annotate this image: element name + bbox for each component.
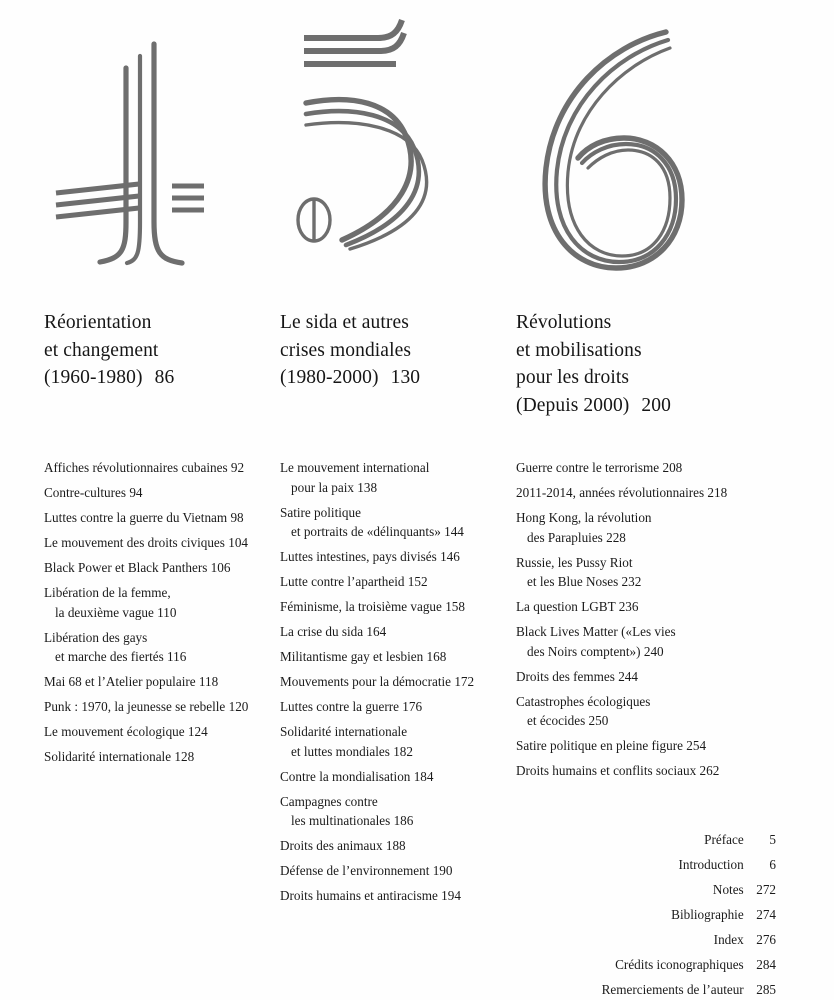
- entry-page: 182: [393, 743, 413, 759]
- entry-line-1: Contre la mondialisation: [280, 768, 411, 784]
- entry-line-1: Luttes contre la guerre: [280, 699, 399, 715]
- entry-page: 250: [588, 713, 609, 729]
- entry-page: 152: [407, 574, 428, 590]
- entry-page: 208: [662, 460, 683, 475]
- list-item[interactable]: [516, 458, 776, 478]
- heading-period-line: [516, 392, 776, 420]
- list-item[interactable]: [44, 628, 280, 667]
- entry-page: 194: [441, 888, 461, 904]
- entry-page: 146: [440, 549, 460, 565]
- list-item[interactable]: [280, 458, 516, 497]
- entry-page: 168: [426, 649, 447, 665]
- toc-section-column-5: [280, 0, 516, 1005]
- list-item[interactable]: [516, 980, 776, 1000]
- entry-page: 110: [157, 604, 177, 620]
- section-page-number: 130: [390, 367, 421, 388]
- entry-line-1: Féminisme, la troisième vague: [280, 599, 442, 615]
- list-item[interactable]: [44, 533, 280, 553]
- backmatter-label: Préface: [704, 832, 744, 848]
- list-item[interactable]: [516, 855, 776, 875]
- entry-line-1: Droits des animaux: [280, 838, 383, 854]
- backmatter-page: 274: [756, 907, 776, 923]
- heading-period-line: [280, 364, 516, 392]
- list-item[interactable]: [280, 767, 516, 787]
- entry-line-2-text: et écocides: [527, 713, 586, 729]
- entry-line-2: [280, 811, 516, 831]
- entry-page: 218: [707, 484, 728, 500]
- backmatter-label: Bibliographie: [671, 907, 744, 923]
- entry-page: 236: [618, 599, 639, 615]
- entry-line-2: [516, 642, 776, 662]
- backmatter-label: Introduction: [678, 857, 744, 873]
- heading-line-1: Réorientation: [44, 312, 152, 333]
- section-page-number: 200: [641, 394, 671, 416]
- list-item[interactable]: [280, 836, 516, 856]
- list-item[interactable]: [280, 622, 516, 642]
- entry-line-1: Guerre contre le terrorisme: [516, 460, 660, 475]
- section-heading-slot: [280, 300, 516, 458]
- toc-entry-list-6: [516, 458, 776, 786]
- list-item[interactable]: [44, 583, 280, 622]
- list-item[interactable]: [280, 547, 516, 567]
- list-item[interactable]: [516, 483, 776, 503]
- entry-line-1: Satire politique: [280, 504, 361, 520]
- backmatter-page: 5: [769, 832, 776, 848]
- list-item[interactable]: [280, 572, 516, 592]
- entry-page: 106: [210, 559, 231, 575]
- entry-page: 172: [454, 674, 475, 690]
- entry-line-1: Défense de l’environnement: [280, 863, 430, 879]
- decorative-numeral-five: [280, 0, 516, 300]
- entry-line-1: Solidarité internationale: [44, 749, 172, 765]
- entry-page: 190: [432, 863, 453, 879]
- entry-line-1: Solidarité internationale: [280, 724, 408, 740]
- list-item[interactable]: [516, 667, 776, 687]
- backmatter-page: 284: [756, 957, 776, 973]
- list-item[interactable]: [44, 558, 280, 578]
- entry-line-2-text: les multinationales: [291, 813, 391, 829]
- entry-line-2-text: et luttes mondiales: [291, 743, 390, 759]
- entry-line-1: Libération des gays: [44, 629, 148, 645]
- entry-line-2: [44, 647, 280, 667]
- decorative-numeral-four: [44, 0, 280, 300]
- list-item[interactable]: [516, 905, 776, 925]
- entry-page: 92: [230, 460, 245, 475]
- entry-line-2-text: pour la paix: [291, 479, 354, 495]
- backmatter-page: 276: [756, 932, 776, 948]
- entry-line-2-text: et les Blue Noses: [527, 574, 619, 590]
- list-item[interactable]: [516, 692, 776, 731]
- list-item[interactable]: [516, 553, 776, 592]
- entry-page: 94: [129, 484, 143, 500]
- entry-line-2: [516, 528, 776, 548]
- entry-page: 158: [445, 599, 465, 615]
- list-item[interactable]: [44, 458, 280, 478]
- entry-line-1: Le mouvement des droits civiques: [44, 534, 225, 550]
- entry-page: 104: [228, 534, 249, 550]
- entry-line-1: Le mouvement écologique: [44, 724, 185, 740]
- list-item[interactable]: [280, 647, 516, 667]
- toc-section-column-6: [516, 0, 776, 1005]
- list-item[interactable]: [280, 672, 516, 692]
- entry-page: 232: [621, 574, 642, 590]
- list-item[interactable]: [44, 483, 280, 503]
- entry-page: 116: [167, 649, 187, 665]
- section-period: (Depuis 2000): [516, 394, 630, 416]
- toc-section-column-4: [44, 0, 280, 1005]
- entry-line-1: La question LGBT: [516, 599, 616, 615]
- heading-line-2: et mobilisations: [516, 339, 642, 361]
- entry-line-2-text: et marche des fiertés: [55, 649, 164, 665]
- entry-line-2-text: la deuxième vague: [55, 604, 154, 620]
- list-item[interactable]: [44, 672, 280, 692]
- heading-period-line: [44, 364, 280, 392]
- entry-line-2-text: des Noirs comptent»): [527, 643, 641, 659]
- heading-line-1: Révolutions: [516, 312, 612, 333]
- entry-page: 176: [402, 699, 423, 715]
- backmatter-label: Crédits iconographiques: [615, 957, 744, 973]
- backmatter-label: Index: [713, 932, 744, 948]
- entry-line-1: Droits humains et conflits sociaux: [516, 763, 697, 779]
- toc-entry-list-4: [44, 458, 280, 772]
- list-item[interactable]: [280, 886, 516, 906]
- backmatter-list: [516, 830, 776, 1005]
- toc-entry-list-5: [280, 458, 516, 911]
- entry-line-2-text: des Parapluies: [527, 529, 603, 545]
- entry-line-1: Luttes contre la guerre du Vietnam: [44, 509, 228, 525]
- list-item[interactable]: [44, 508, 280, 528]
- entry-line-1: Catastrophes écologiques: [516, 693, 651, 709]
- list-item[interactable]: [516, 955, 776, 975]
- entry-line-1: Contre-cultures: [44, 484, 127, 500]
- list-item[interactable]: [516, 930, 776, 950]
- list-item[interactable]: [516, 880, 776, 900]
- decorative-numeral-six: [516, 0, 776, 300]
- list-item[interactable]: [280, 697, 516, 717]
- list-item[interactable]: [516, 761, 776, 781]
- entry-line-1: Hong Kong, la révolution: [516, 509, 652, 525]
- entry-page: 184: [413, 768, 434, 784]
- list-item[interactable]: [280, 597, 516, 617]
- list-item[interactable]: [516, 597, 776, 617]
- section-heading-slot: [516, 300, 776, 458]
- entry-page: 186: [393, 813, 414, 829]
- entry-line-1: Campagnes contre: [280, 793, 378, 809]
- entry-line-1: Mai 68 et l’Atelier populaire: [44, 674, 196, 690]
- entry-line-1: Droits des femmes: [516, 668, 615, 684]
- list-item[interactable]: [44, 722, 280, 742]
- section-heading-6: [516, 300, 776, 419]
- list-item[interactable]: [280, 861, 516, 881]
- entry-line-1: Russie, les Pussy Riot: [516, 554, 633, 570]
- entry-line-1: La crise du sida: [280, 624, 364, 640]
- list-item[interactable]: [280, 792, 516, 831]
- entry-line-1: Militantisme gay et lesbien: [280, 649, 424, 665]
- entry-page: 98: [230, 509, 244, 525]
- entry-page: 254: [686, 738, 707, 754]
- backmatter-page: 272: [756, 882, 776, 898]
- entry-line-1: Mouvements pour la démocratie: [280, 674, 452, 690]
- entry-line-1: Droits humains et antiracisme: [280, 888, 438, 904]
- section-heading-slot: [44, 300, 280, 458]
- section-period: (1960-1980): [44, 367, 143, 388]
- entry-page: 262: [699, 763, 720, 779]
- list-item[interactable]: [516, 622, 776, 661]
- list-item[interactable]: [44, 747, 280, 767]
- section-heading-5: [280, 300, 516, 392]
- entry-line-2-text: et portraits de «délinquants»: [291, 524, 441, 540]
- entry-page: 240: [643, 643, 664, 659]
- section-page-number: 86: [154, 367, 175, 388]
- entry-line-1: Libération de la femme,: [44, 584, 171, 600]
- entry-line-1: Satire politique en pleine figure: [516, 738, 683, 754]
- entry-line-1: Black Power et Black Panthers: [44, 559, 208, 575]
- entry-line-1: Le mouvement international: [280, 460, 430, 475]
- heading-line-1: Le sida et autres: [280, 312, 409, 333]
- entry-page: 188: [385, 838, 406, 854]
- entry-page: 118: [198, 674, 219, 690]
- section-period: (1980-2000): [280, 367, 379, 388]
- backmatter-page: 6: [769, 857, 776, 873]
- entry-page: 228: [606, 529, 626, 545]
- backmatter-label: Notes: [712, 882, 744, 898]
- entry-page: 144: [444, 524, 464, 540]
- entry-line-2: [44, 603, 280, 623]
- entry-line-1: Luttes intestines, pays divisés: [280, 549, 437, 565]
- list-item[interactable]: [44, 697, 280, 717]
- backmatter-page: 285: [756, 982, 776, 998]
- section-heading-4: [44, 300, 280, 392]
- entry-line-1: Affiches révolutionnaires cubaines: [44, 460, 228, 475]
- entry-page: 124: [187, 724, 208, 740]
- list-item[interactable]: [280, 722, 516, 761]
- heading-line-3: pour les droits: [516, 367, 630, 388]
- entry-page: 138: [357, 479, 378, 495]
- list-item[interactable]: [516, 830, 776, 850]
- list-item[interactable]: [516, 736, 776, 756]
- heading-line-2: et changement: [44, 339, 159, 361]
- heading-line-2: crises mondiales: [280, 339, 412, 361]
- entry-line-1: Lutte contre l’apartheid: [280, 574, 405, 590]
- entry-line-2: [516, 711, 776, 731]
- entry-line-2: [280, 478, 516, 498]
- entry-line-1: Punk : 1970, la jeunesse se rebelle: [44, 699, 226, 715]
- entry-line-2: [516, 572, 776, 592]
- list-item[interactable]: [516, 508, 776, 547]
- entry-line-1: Black Lives Matter («Les vies: [516, 624, 676, 640]
- entry-page: 120: [228, 699, 249, 715]
- list-item[interactable]: [280, 503, 516, 542]
- entry-line-2: [280, 522, 516, 542]
- backmatter-label: Remerciements de l’auteur: [601, 982, 744, 998]
- entry-page: 164: [366, 624, 387, 640]
- entry-page: 128: [174, 749, 195, 765]
- entry-line-1: 2011-2014, années révolutionnaires: [516, 484, 705, 500]
- entry-page: 244: [618, 668, 638, 684]
- entry-line-2: [280, 742, 516, 762]
